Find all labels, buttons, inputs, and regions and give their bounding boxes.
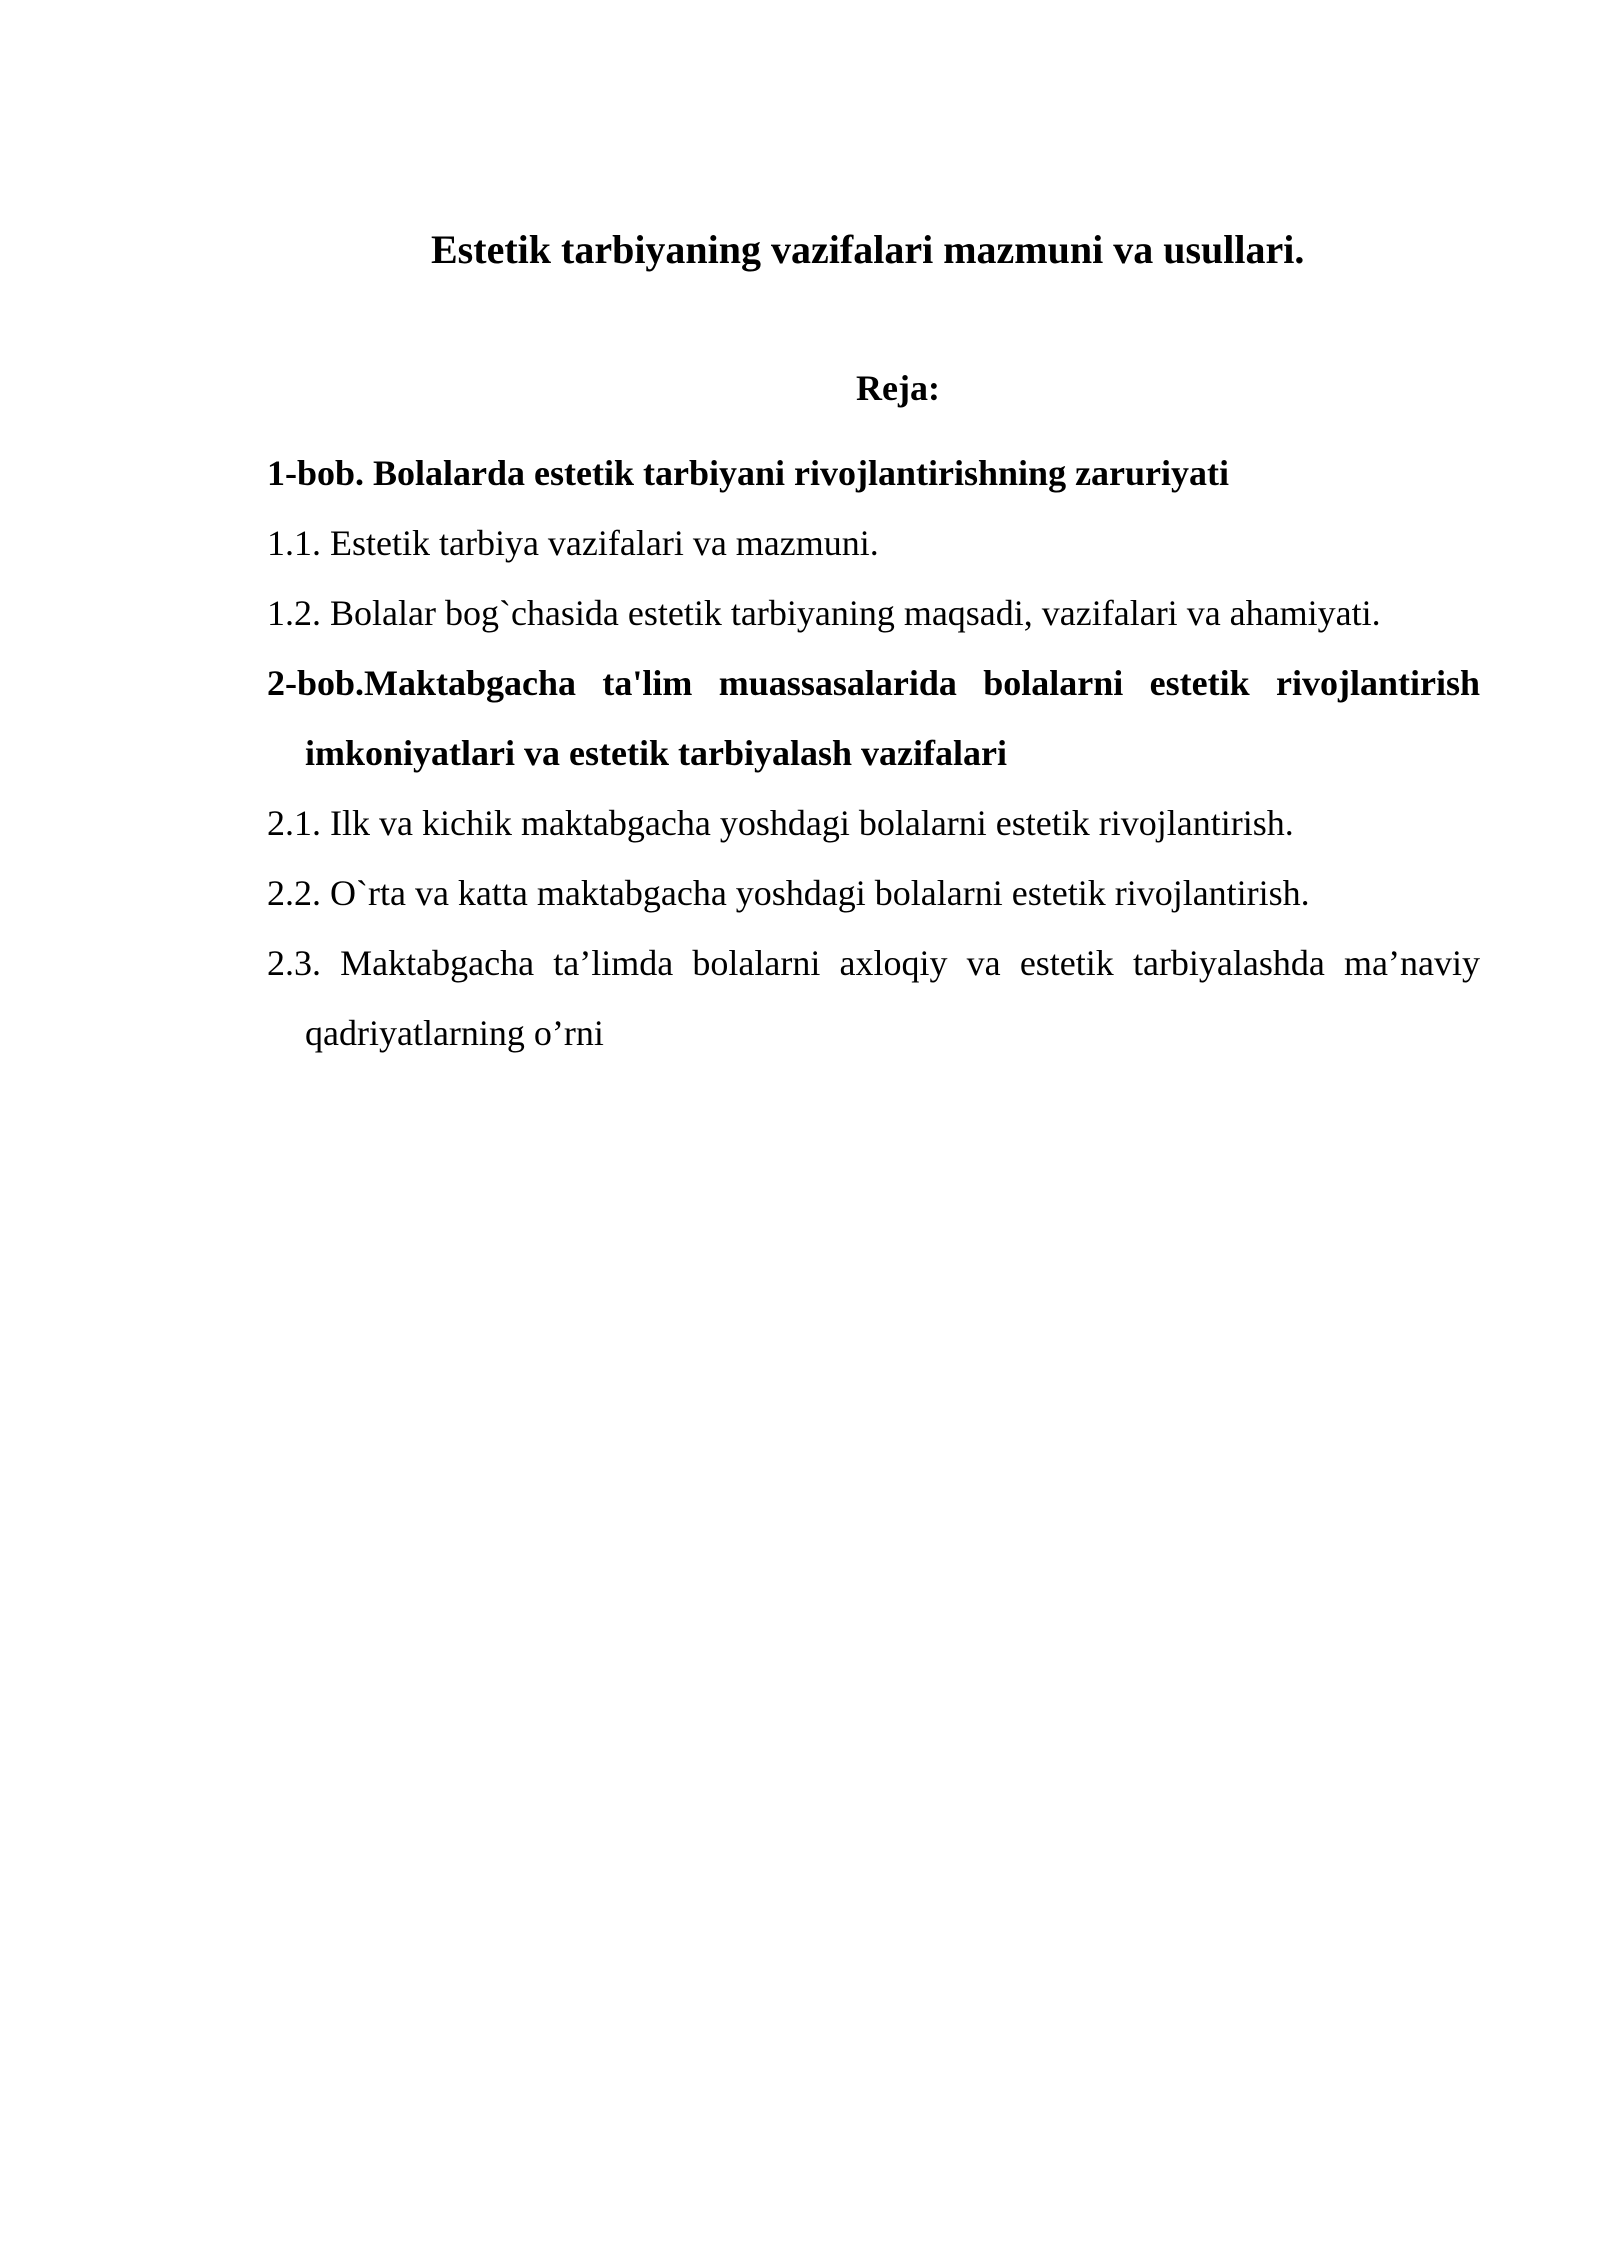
toc-chapter-2: 2-bob.Maktabgacha ta'lim muassasalarida bolalarni estetik rivojlantirish imkoniyatlari va estetik tarbiyalash vazifalari — [267, 663, 1480, 773]
toc-section-1-2: 1.2. Bolalar bog`chasida estetik tarbiyaning maqsadi, vazifalari va ahamiyati. — [267, 593, 1381, 633]
table-of-contents — [267, 438, 1480, 1068]
toc-chapter-1: 1-bob. Bolalarda estetik tarbiyani rivojlantirishning zaruriyati — [267, 453, 1230, 493]
toc-section-2-3: 2.3. Maktabgacha ta’limda bolalarni axloqiy va estetik tarbiyalashda ma’naviy qadriyatlarning o’rni — [267, 943, 1480, 1053]
toc-section-2-1: 2.1. Ilk va kichik maktabgacha yoshdagi bolalarni estetik rivojlantirish. — [267, 803, 1294, 843]
plan-heading: Reja: — [856, 368, 940, 408]
toc-section-1-1: 1.1. Estetik tarbiya vazifalari va mazmuni. — [267, 523, 879, 563]
toc-section-2-2: 2.2. O`rta va katta maktabgacha yoshdagi bolalarni estetik rivojlantirish. — [267, 873, 1310, 913]
document-title: Estetik tarbiyaning vazifalari mazmuni va usullari. — [431, 227, 1305, 272]
